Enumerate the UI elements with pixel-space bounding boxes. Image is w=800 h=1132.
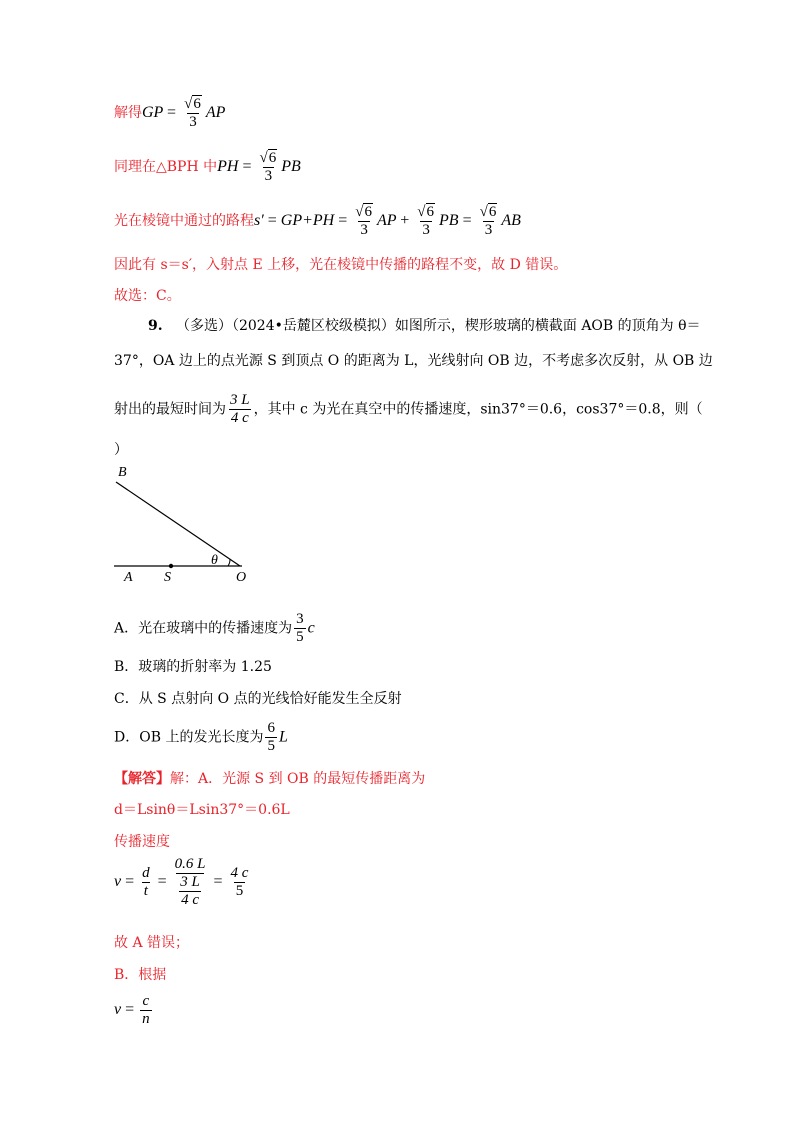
label-a: A [124, 570, 133, 585]
question-number: 9. [148, 318, 163, 334]
option-d[interactable]: D．OB 上的发光长度为 $\frac{6}{5}$ L [114, 720, 288, 754]
answer-line-3: 传播速度 [114, 834, 170, 850]
answer-line-5: B．根据 [114, 967, 167, 983]
time-fraction: $\frac{3 L}{4 c}$ [230, 392, 250, 426]
label-theta: θ [211, 553, 218, 568]
answer-refraction-formula: v = $\frac{c}{n}$ [114, 993, 150, 1027]
answer-velocity-formula: v = $\frac{d}{t}$ = $\frac{0.6 L}{\frac{3 L}{4 c}}$ = $\frac{4 c}{5}$ [114, 856, 249, 908]
answer-line-2: d＝Lsinθ＝Lsin37°＝0.6L [114, 802, 290, 818]
fraction: $\frac{√6}{3}$ [184, 96, 201, 130]
solution-choice: 故选：C。 [114, 288, 181, 304]
question-line-3: 射出的最短时间为 $\frac{3 L}{4 c}$ ，其中 c 为光在真空中的传播速度，sin37°＝0.6，cos37°＝0.8，则（ [114, 392, 703, 426]
math-path: s′ = GP+PH = $\frac{√6}{3}$ AP + $\frac{√6}{3}$ PB = $\frac{√6}{3}$ AB [254, 204, 521, 238]
label-b: B [118, 465, 127, 480]
math-ph: PH = $\frac{√6}{3}$ PB [217, 150, 301, 184]
solution-prefix: 解得 [114, 105, 142, 122]
answer-tag: 【解答】 [114, 771, 170, 787]
question-line-1: 9. （多选）（2024•岳麓区校级模拟）如图所示，楔形玻璃的横截面 AOB 的顶角为 θ＝ [148, 318, 701, 334]
edge-ob [116, 482, 240, 566]
angle-arc [228, 559, 230, 566]
option-b[interactable]: B．玻璃的折射率为 1.25 [114, 659, 272, 675]
solution-prefix: 光在棱镜中通过的路程 [114, 213, 254, 230]
wedge-figure [110, 460, 260, 586]
question-line-2: 37°，OA 边上的点光源 S 到顶点 O 的距离为 L，光线射向 OB 边，不考虑多次反射，从 OB 边 [114, 353, 713, 369]
fraction: $\frac{√6}{3}$ [259, 150, 277, 184]
solution-line-path [114, 204, 521, 239]
solution-line-gp [114, 96, 225, 131]
option-a[interactable]: A．光在玻璃中的传播速度为 $\frac{3}{5}$ c [114, 611, 315, 645]
solution-prefix: 同理在△BPH 中 [114, 159, 218, 176]
label-s: S [164, 570, 171, 585]
solution-conclusion: 因此有 s＝s′，入射点 E 上移，光在棱镜中传播的路程不变，故 D 错误。 [114, 257, 568, 273]
answer-line-1: 【解答】解：A．光源 S 到 OB 的最短传播距离为 [114, 771, 426, 787]
solution-line-ph [114, 150, 301, 185]
question-line-4: ） [114, 442, 128, 458]
point-s-dot [169, 564, 173, 568]
answer-line-4: 故 A 错误； [114, 935, 190, 951]
label-o: O [236, 570, 247, 585]
option-c[interactable]: C．从 S 点射向 O 点的光线恰好能发生全反射 [114, 691, 402, 707]
math-gp: GP = $\frac{√6}{3}$ AP [142, 96, 226, 130]
